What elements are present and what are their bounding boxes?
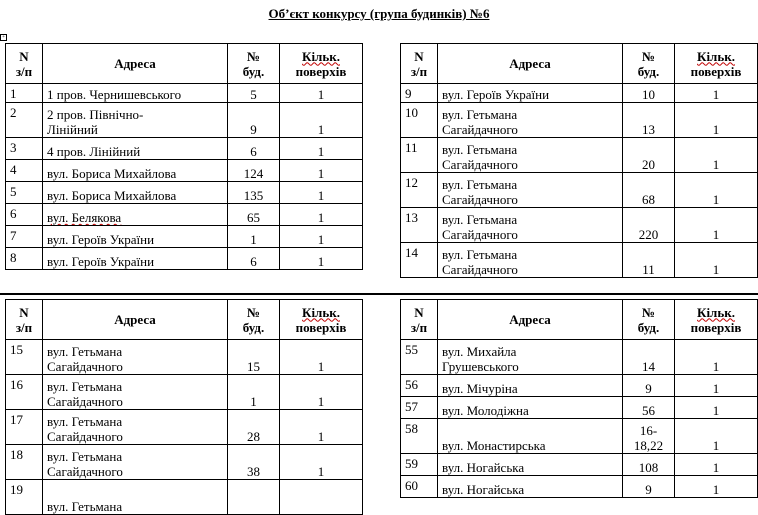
row-address xyxy=(438,419,623,454)
row-number: 58 xyxy=(401,419,438,454)
row-number: 10 xyxy=(401,103,438,138)
row-building-number: 1 xyxy=(228,226,280,248)
row-address xyxy=(43,445,228,480)
header-floors: Кільк. поверхів xyxy=(675,300,758,340)
address-line: вул. Героїв України xyxy=(47,254,155,269)
header-floors: Кільк. поверхів xyxy=(280,300,363,340)
table-row xyxy=(6,138,363,160)
row-building-number: 5 xyxy=(228,84,280,103)
header-num: N з/п xyxy=(401,44,438,84)
address-line: Сагайдачного xyxy=(47,429,123,444)
row-address xyxy=(438,243,623,278)
address-line: вул. Бориса Михайлова xyxy=(47,188,177,203)
row-address xyxy=(438,397,623,419)
row-building-number: 9 xyxy=(623,375,675,397)
row-building-number: 14 xyxy=(623,340,675,375)
table-row xyxy=(6,84,363,103)
row-floors: 1 xyxy=(675,138,758,173)
row-floors: 1 xyxy=(280,410,363,445)
houses-table-1 xyxy=(5,43,363,270)
row-floors: 1 xyxy=(280,445,363,480)
address-line: 1 пров. Чернишевського xyxy=(47,87,182,102)
address-line: Сагайдачного xyxy=(442,227,518,242)
row-floors: 1 xyxy=(675,243,758,278)
row-floors: 1 xyxy=(675,208,758,243)
address-line: Сагайдачного xyxy=(442,157,518,172)
row-building-number: 20 xyxy=(623,138,675,173)
address-line: вул. Гетьмана xyxy=(47,499,123,514)
row-floors: 1 xyxy=(280,248,363,270)
table-row xyxy=(401,340,758,375)
header-floors: Кільк. поверхів xyxy=(280,44,363,84)
row-building-number: 65 xyxy=(228,204,280,226)
address-line: Сагайдачного xyxy=(442,122,518,137)
row-number: 3 xyxy=(6,138,43,160)
row-address xyxy=(438,476,623,498)
page-title: Об’єкт конкурсу (група будинків) №6 xyxy=(268,6,490,21)
row-number: 16 xyxy=(6,375,43,410)
table-row xyxy=(401,243,758,278)
table-row xyxy=(6,410,363,445)
address-line: вул. Гетьмана xyxy=(442,177,518,192)
row-building-number: 28 xyxy=(228,410,280,445)
row-floors: 1 xyxy=(675,476,758,498)
table-row xyxy=(401,173,758,208)
row-building-number: 10 xyxy=(623,84,675,103)
row-building-number: 6 xyxy=(228,138,280,160)
row-number: 1 xyxy=(6,84,43,103)
houses-table-4 xyxy=(400,299,758,498)
row-address xyxy=(43,226,228,248)
row-address xyxy=(438,454,623,476)
address-line: Сагайдачного xyxy=(442,262,518,277)
row-number: 8 xyxy=(6,248,43,270)
table-row xyxy=(401,476,758,498)
row-floors: 1 xyxy=(675,103,758,138)
row-address xyxy=(43,204,228,226)
address-line: Грушевського xyxy=(442,359,519,374)
header-floors: Кільк. поверхів xyxy=(675,44,758,84)
header-address: Адреса xyxy=(438,44,623,84)
row-floors: 1 xyxy=(675,397,758,419)
row-number: 59 xyxy=(401,454,438,476)
row-address xyxy=(438,208,623,243)
table-row xyxy=(401,138,758,173)
address-line: вул. Мічуріна xyxy=(442,381,518,396)
address-line: вул. Героїв України xyxy=(442,87,550,102)
address-line: вул. Гетьмана xyxy=(442,107,518,122)
row-floors: 1 xyxy=(675,454,758,476)
row-building-number: 38 xyxy=(228,445,280,480)
row-number: 11 xyxy=(401,138,438,173)
row-address xyxy=(43,103,228,138)
row-address xyxy=(43,410,228,445)
header-bud: № буд. xyxy=(228,44,280,84)
table-row xyxy=(401,375,758,397)
row-building-number: 68 xyxy=(623,173,675,208)
address-line: вул. Монастирська xyxy=(442,438,546,453)
row-floors xyxy=(280,480,363,515)
row-building-number: 108 xyxy=(623,454,675,476)
header-num: N з/п xyxy=(401,300,438,340)
address-line: Сагайдачного xyxy=(442,192,518,207)
row-address xyxy=(438,138,623,173)
row-building-number: 16- 18,22 xyxy=(623,419,675,454)
address-line: 4 пров. Лінійний xyxy=(47,144,141,159)
row-building-number: 6 xyxy=(228,248,280,270)
row-floors: 1 xyxy=(280,226,363,248)
header-num: N з/п xyxy=(6,300,43,340)
row-address xyxy=(43,480,228,515)
address-line: вул. Ногайська xyxy=(442,482,525,497)
row-number: 12 xyxy=(401,173,438,208)
row-floors: 1 xyxy=(280,160,363,182)
row-building-number: 135 xyxy=(228,182,280,204)
row-number: 56 xyxy=(401,375,438,397)
section-divider xyxy=(0,293,758,295)
row-number: 7 xyxy=(6,226,43,248)
table-row xyxy=(6,445,363,480)
address-line: вул. Михайла xyxy=(442,344,517,359)
table-row xyxy=(401,84,758,103)
table-row xyxy=(6,204,363,226)
table-row xyxy=(6,182,363,204)
address-line: 2 пров. Північно- xyxy=(47,107,144,122)
row-number: 5 xyxy=(6,182,43,204)
row-floors: 1 xyxy=(280,375,363,410)
row-address xyxy=(43,160,228,182)
table-row xyxy=(6,340,363,375)
houses-table-2 xyxy=(400,43,758,278)
header-bud: № буд. xyxy=(623,44,675,84)
row-floors: 1 xyxy=(280,204,363,226)
row-number: 15 xyxy=(6,340,43,375)
row-floors: 1 xyxy=(280,103,363,138)
address-line: вул. Гетьмана xyxy=(47,344,123,359)
header-num: N з/п xyxy=(6,44,43,84)
row-number: 4 xyxy=(6,160,43,182)
table-row xyxy=(6,480,363,515)
table-row xyxy=(6,375,363,410)
address-line: вул. Ногайська xyxy=(442,460,525,475)
table-row xyxy=(401,454,758,476)
table-row xyxy=(401,103,758,138)
header-address: Адреса xyxy=(438,300,623,340)
address-line: Лінійний xyxy=(47,122,98,137)
row-building-number: 9 xyxy=(228,103,280,138)
row-address xyxy=(438,375,623,397)
table-row xyxy=(401,208,758,243)
row-address xyxy=(43,138,228,160)
row-floors: 1 xyxy=(675,375,758,397)
address-line: вул. Белякова xyxy=(47,210,122,225)
address-line: вул. Гетьмана xyxy=(47,414,123,429)
address-line: Сагайдачного xyxy=(47,359,123,374)
row-number: 2 xyxy=(6,103,43,138)
address-line: Сагайдачного xyxy=(47,394,123,409)
table-row xyxy=(401,419,758,454)
row-building-number: 11 xyxy=(623,243,675,278)
table-anchor-icon[interactable]: + xyxy=(0,34,7,41)
row-building-number xyxy=(228,480,280,515)
address-line: вул. Гетьмана xyxy=(47,379,123,394)
address-line: Сагайдачного xyxy=(47,464,123,479)
address-line: вул. Гетьмана xyxy=(442,247,518,262)
address-line: вул. Героїв України xyxy=(47,232,155,247)
row-address xyxy=(438,84,623,103)
row-floors: 1 xyxy=(675,173,758,208)
row-number: 14 xyxy=(401,243,438,278)
row-address xyxy=(438,103,623,138)
row-address xyxy=(43,340,228,375)
row-number: 17 xyxy=(6,410,43,445)
row-address xyxy=(43,84,228,103)
row-number: 18 xyxy=(6,445,43,480)
address-line: вул. Гетьмана xyxy=(442,212,518,227)
row-address xyxy=(43,182,228,204)
houses-table-3 xyxy=(5,299,363,515)
table-row xyxy=(6,103,363,138)
row-number: 60 xyxy=(401,476,438,498)
row-building-number: 56 xyxy=(623,397,675,419)
row-floors: 1 xyxy=(280,84,363,103)
row-number: 6 xyxy=(6,204,43,226)
row-address xyxy=(43,248,228,270)
table-row xyxy=(6,226,363,248)
row-number: 57 xyxy=(401,397,438,419)
row-number: 55 xyxy=(401,340,438,375)
row-floors: 1 xyxy=(675,84,758,103)
row-number: 19 xyxy=(6,480,43,515)
row-floors: 1 xyxy=(280,340,363,375)
row-floors: 1 xyxy=(280,182,363,204)
table-row xyxy=(401,397,758,419)
row-building-number: 9 xyxy=(623,476,675,498)
row-floors: 1 xyxy=(675,419,758,454)
address-line: вул. Гетьмана xyxy=(442,142,518,157)
row-number: 13 xyxy=(401,208,438,243)
header-address: Адреса xyxy=(43,300,228,340)
header-address: Адреса xyxy=(43,44,228,84)
row-building-number: 220 xyxy=(623,208,675,243)
header-bud: № буд. xyxy=(228,300,280,340)
row-floors: 1 xyxy=(675,340,758,375)
row-floors: 1 xyxy=(280,138,363,160)
row-address xyxy=(438,340,623,375)
address-line: вул. Молодіжна xyxy=(442,403,529,418)
address-line: вул. Гетьмана xyxy=(47,449,123,464)
address-line: вул. Бориса Михайлова xyxy=(47,166,177,181)
row-building-number: 15 xyxy=(228,340,280,375)
table-row xyxy=(6,160,363,182)
table-row xyxy=(6,248,363,270)
row-address xyxy=(438,173,623,208)
row-number: 9 xyxy=(401,84,438,103)
header-bud: № буд. xyxy=(623,300,675,340)
row-building-number: 1 xyxy=(228,375,280,410)
row-building-number: 13 xyxy=(623,103,675,138)
row-address xyxy=(43,375,228,410)
row-building-number: 124 xyxy=(228,160,280,182)
